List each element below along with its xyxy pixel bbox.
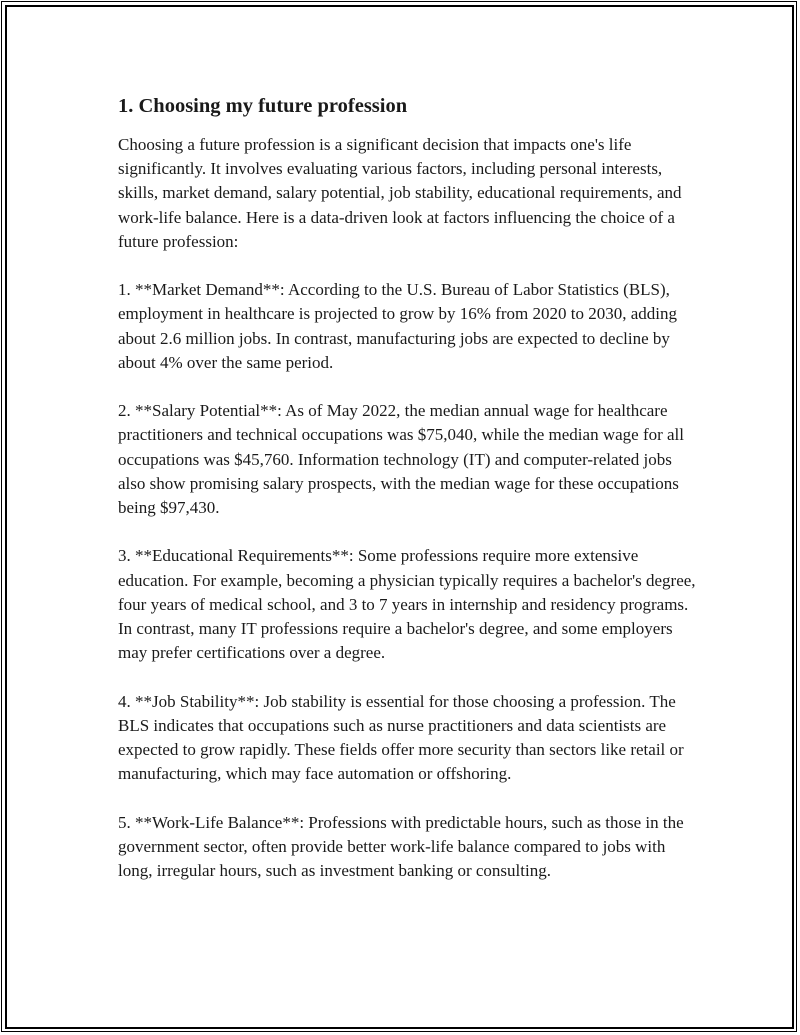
paragraph-salary-potential: 2. **Salary Potential**: As of May 2022, the median annual wage for healthcare practitioners and technical occupations was $75,040, while the median wage for all occupations was $45,760. Information technology (IT) and computer-related jobs also show promising salary prospects, with the median wage for these occupations being $97,430. [118, 401, 689, 518]
paragraph-spacer [118, 375, 698, 399]
paragraph-spacer [118, 786, 698, 810]
paragraph-educational-requirements: 3. **Educational Requirements**: Some professions require more extensive education. For example, becoming a physician typically requires a bachelor's degree, four years of medical school, and 3 to 7 years in internship and residency programs. In contrast, many IT professions require a bachelor's degree, and some employers may prefer certifications over a degree. [118, 546, 700, 663]
paragraph-work-life-balance: 5. **Work-Life Balance**: Professions with predictable hours, such as those in the government sector, often provide better work-life balance compared to jobs with long, irregular hours, such as investment banking or consulting. [118, 812, 688, 881]
document-title: 1. Choosing my future profession [118, 95, 408, 117]
document-content [118, 92, 698, 883]
paragraph-spacer [118, 520, 698, 544]
paragraph-spacer [118, 665, 698, 689]
paragraph-spacer [118, 254, 698, 278]
paragraph-intro: Choosing a future profession is a significant decision that impacts one's life significantly. It involves evaluating various factors, including personal interests, skills, market demand, salary potential, job stability, educational requirements, and work-life balance. Here is a data-driven look at factors influencing the choice of a future profession: [118, 135, 686, 251]
paragraph-job-stability: 4. **Job Stability**: Job stability is essential for those choosing a profession. The BLS indicates that occupations such as nurse practitioners and data scientists are expected to grow rapidly. These fields offer more security than sectors like retail or manufacturing, which may face automation or offshoring. [118, 691, 688, 784]
paragraph-market-demand: 1. **Market Demand**: According to the U.S. Bureau of Labor Statistics (BLS), employment in healthcare is projected to grow by 16% from 2020 to 2030, adding about 2.6 million jobs. In contrast, manufacturing jobs are expected to decline by about 4% over the same period. [118, 280, 682, 372]
